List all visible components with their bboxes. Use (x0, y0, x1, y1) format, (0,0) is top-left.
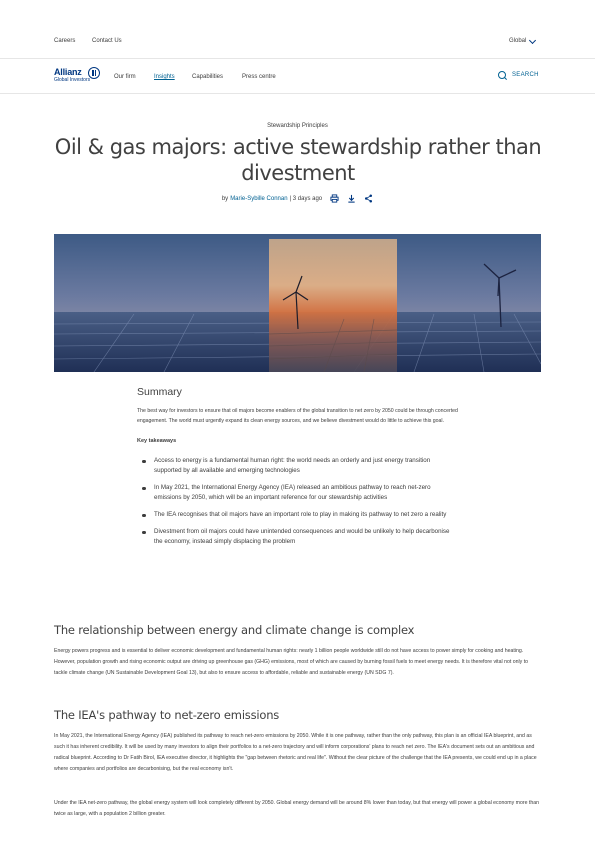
summary-heading: Summary (137, 386, 182, 398)
search-button[interactable] (498, 71, 539, 79)
print-icon[interactable] (330, 194, 339, 203)
list-item: Access to energy is a fundamental human right: the world needs an orderly and just energy transition supported by all available and emerging technologies (137, 456, 459, 476)
page-title: Oil & gas majors: active stewardship rather than divestment (54, 135, 542, 185)
byline-prefix: by (221, 195, 229, 202)
summary-block (137, 386, 459, 554)
list-item: Divestment from oil majors could have unintended consequences and would be unlikely to help decarbonise the economy, instead simply displacing the problem (137, 527, 459, 547)
search-icon (498, 71, 506, 79)
utility-bar (0, 0, 595, 59)
summary-text: The best way for investors to ensure that oil majors become enablers of the global transition to net zero by 2050 could be through concerted engagement. The world must urgently expand its clean energy sources, and we believe divestment would do little to achieve this goal. (137, 408, 458, 424)
contact-us-link[interactable]: Contact Us (92, 38, 122, 44)
key-takeaways-list (137, 456, 459, 547)
byline (0, 194, 595, 203)
allianz-eagle-icon (88, 67, 100, 79)
nav-our-firm[interactable]: Our firm (114, 74, 136, 80)
logo-brand: Allianz (54, 67, 82, 77)
careers-link[interactable]: Careers (54, 38, 76, 44)
nav-capabilities[interactable]: Capabilities (192, 74, 224, 80)
nav-insights[interactable]: Insights (154, 74, 175, 80)
section-iea-pathway (54, 708, 542, 775)
section-heading: The relationship between energy and climate change is complex (54, 623, 415, 637)
list-item: In May 2021, the International Energy Agency (IEA) released an ambitious pathway to reach net-zero emissions by 2050, which will be an important reference for our stewardship activities (137, 483, 459, 503)
article-kicker[interactable]: Stewardship Principles (267, 123, 328, 129)
chevron-down-icon (529, 36, 536, 43)
key-takeaways-label: Key takeaways (137, 438, 177, 444)
nav-press-centre[interactable]: Press centre (242, 74, 276, 80)
search-label: SEARCH (512, 72, 539, 78)
author-link[interactable]: Marie-Sybille Connan (230, 195, 288, 202)
hero-image (54, 234, 541, 372)
section-body: In May 2021, the International Energy Agency (IEA) published its pathway to reach net-zero emissions by 2050. While it is one pathway, rather than the only pathway, this plan is an official IEA blueprint, and as such it has inherent credibility. It will be used by many investors to align their portfolios to a net-zero trajectory and will inform corporations' plans to reach net zero. The IEA's document sets out an ambitious and radical blueprint. According to Dr Fatih Birol, IEA executive director, it highlights the "gap between rhetoric and real life". Without the clear picture of the challenge that the IEA presents, we could end up in a place where companies and portfolios are decarbonising, but the real economy isn't. (54, 733, 537, 772)
share-icon[interactable] (364, 194, 373, 203)
allianz-logo[interactable] (54, 67, 104, 87)
logo-subtitle: Global Investors (54, 77, 91, 83)
section-heading: The IEA's pathway to net-zero emissions (54, 708, 280, 722)
list-item: The IEA recognises that oil majors have an important role to play in making its pathway to net zero a reality (137, 510, 459, 520)
article-date: | 3 days ago (289, 195, 323, 202)
section-body: Under the IEA net-zero pathway, the global energy system will look completely different by 2050. Global energy demand will be around 8% lower than today, but that energy will power a global economy more than twice as large, with a population 2 billion greater. (54, 800, 540, 817)
section-energy-climate (54, 623, 542, 679)
download-icon[interactable] (347, 194, 356, 203)
section-net-zero-energy-system (54, 798, 542, 820)
region-label: Global (509, 38, 527, 44)
section-body: Energy powers progress and is essential to deliver economic development and fundamental human rights: nearly 1 billion people worldwide still do not have access to power simply for cooking and heating. However, population growth and rising economic output are driving up greenhouse gas (GHG) emissions, most of which are caused by burning fossil fuels to meet energy needs. It is therefore vital not only to tackle climate change (UN Sustainable Development Goal 13), but also to ensure access to affordable, reliable and sustainable energy (UN SDG 7). (54, 648, 529, 676)
region-selector[interactable] (509, 38, 535, 44)
